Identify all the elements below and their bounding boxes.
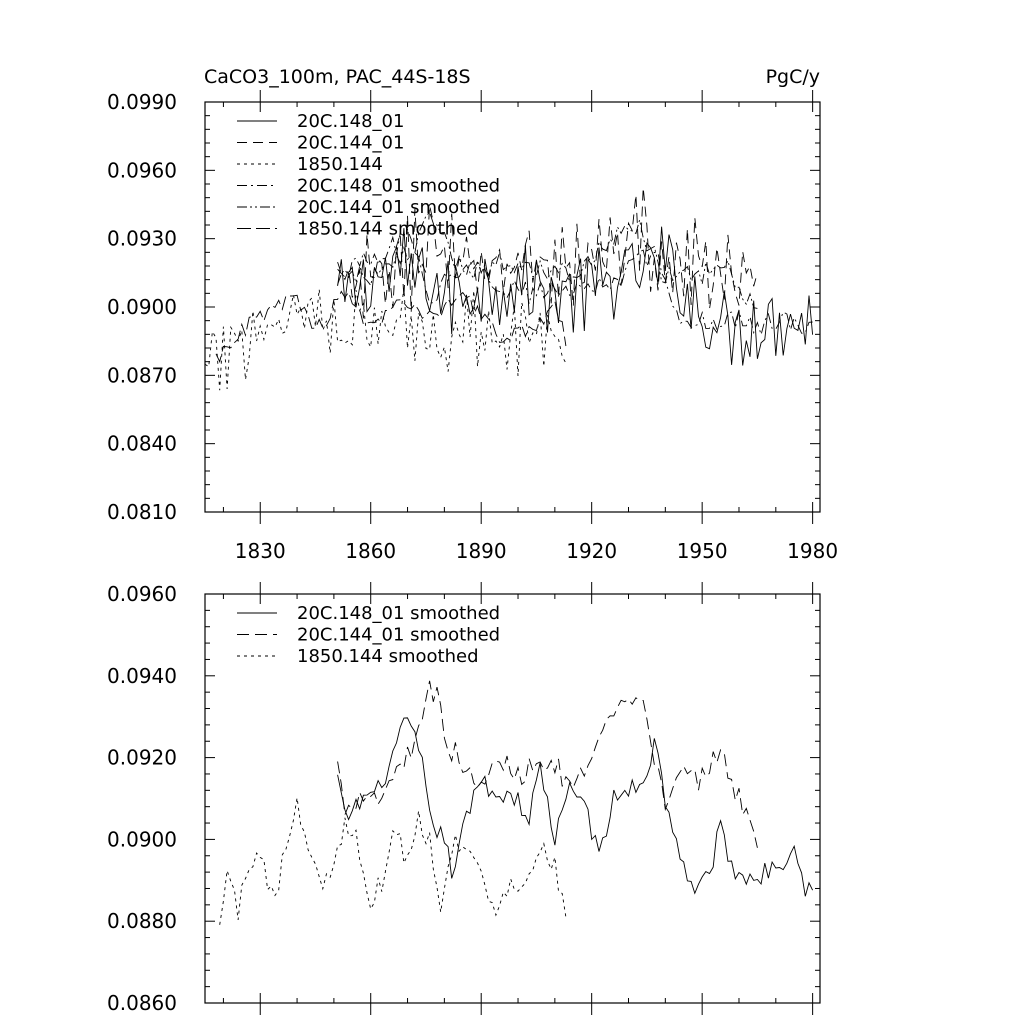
y-tick-label: 0.0840: [107, 431, 177, 456]
y-tick-label: 0.0960: [107, 158, 177, 183]
legend-label: 1850.144 smoothed: [297, 218, 479, 240]
legend-label: 1850.144: [297, 154, 383, 175]
x-tick-label: 1830: [234, 539, 286, 563]
y-tick-label: 0.0900: [107, 295, 177, 319]
y-tick-label: 0.0860: [107, 991, 177, 1015]
y-tick-label: 0.0810: [107, 500, 177, 524]
y-tick-label: 0.0880: [107, 909, 177, 934]
y-tick-label: 0.0930: [107, 226, 177, 251]
y-tick-label: 0.0920: [107, 745, 177, 770]
y-tick-label: 0.0900: [107, 827, 177, 852]
x-tick-label: 1920: [566, 539, 618, 563]
y-tick-label: 0.0870: [107, 363, 177, 388]
y-tick-label: 0.0990: [107, 90, 177, 114]
x-tick-label: 1980: [787, 539, 839, 563]
legend-label: 20C.148_01 smoothed: [297, 603, 501, 624]
x-tick-label: 1890: [455, 539, 507, 563]
panel-title-units: PgC/y: [765, 66, 820, 88]
legend-label: 1850.144 smoothed: [297, 646, 479, 667]
y-tick-label: 0.0960: [107, 582, 177, 606]
y-tick-label: 0.0940: [107, 663, 177, 688]
legend-label: 20C.148_01 smoothed: [297, 175, 501, 197]
legend-label: 20C.144_01: [297, 132, 405, 154]
legend-label: 20C.148_01: [297, 111, 405, 132]
panel-title-left: CaCO3_100m, PAC_44S-18S: [204, 66, 471, 88]
legend-label: 20C.144_01 smoothed: [297, 624, 501, 646]
x-tick-label: 1950: [676, 539, 728, 563]
legend-label: 20C.144_01 smoothed: [297, 197, 501, 218]
x-tick-label: 1860: [345, 539, 397, 563]
